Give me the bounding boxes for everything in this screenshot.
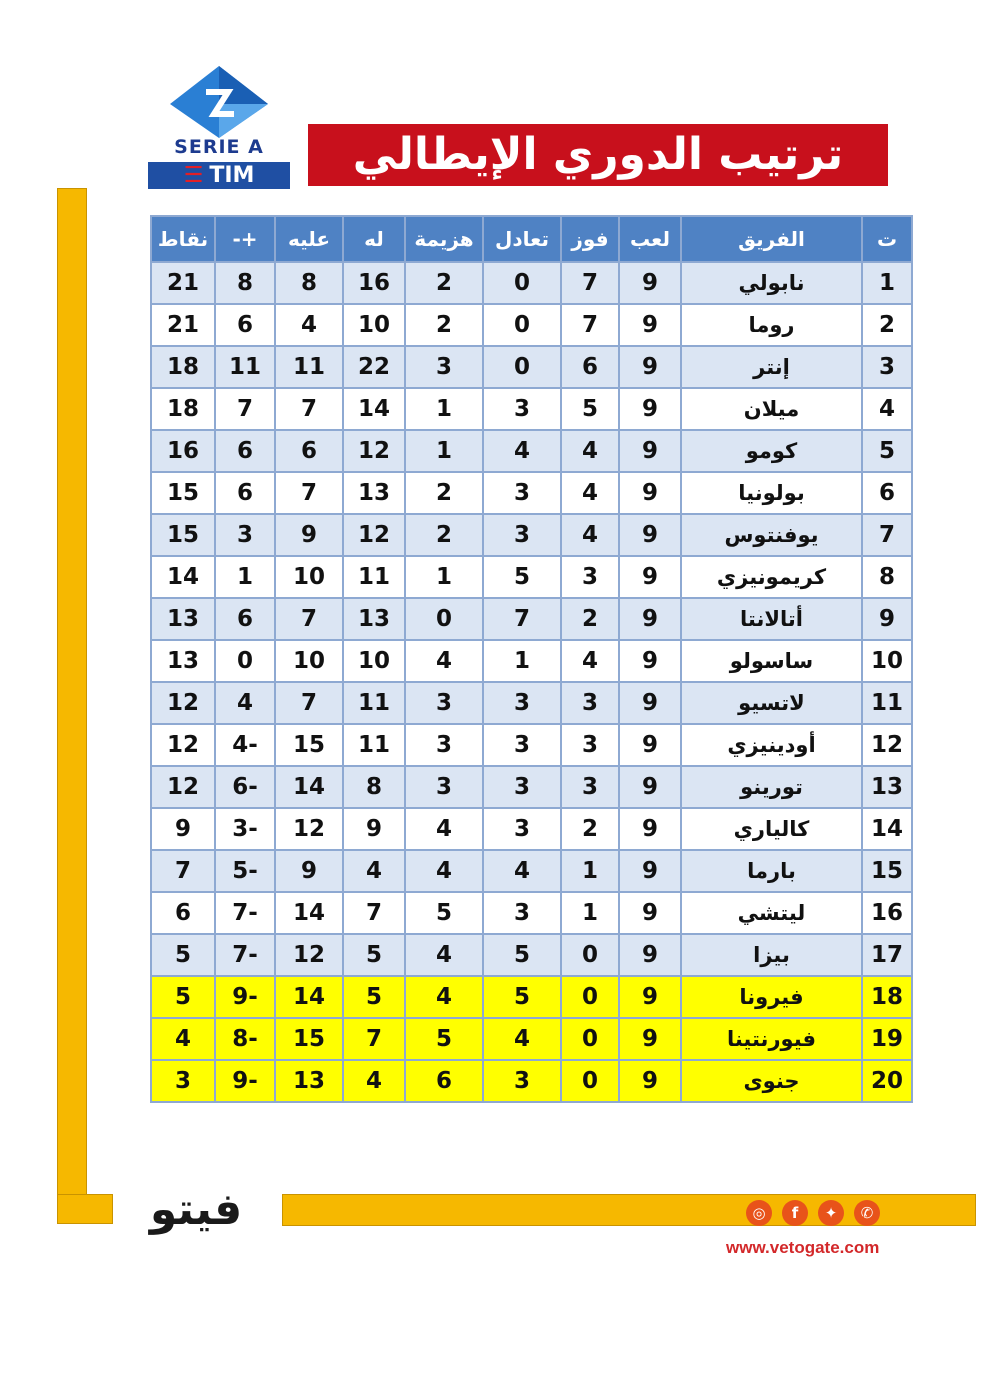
cell-won: 3 <box>561 556 619 598</box>
cell-goal-difference: 11 <box>215 346 275 388</box>
cell-goal-difference: 6 <box>215 430 275 472</box>
table-row <box>151 976 912 1018</box>
cell-points: 15 <box>151 514 215 556</box>
cell-drawn: 3 <box>483 808 561 850</box>
cell-team: كومو <box>681 430 862 472</box>
cell-rank: 11 <box>862 682 912 724</box>
table-row <box>151 346 912 388</box>
cell-rank: 6 <box>862 472 912 514</box>
cell-team: ليتشي <box>681 892 862 934</box>
cell-goals-against: 13 <box>275 1060 343 1102</box>
cell-goals-for: 16 <box>343 262 405 304</box>
cell-played: 9 <box>619 430 681 472</box>
facebook-icon[interactable]: f <box>782 1200 808 1226</box>
table-row <box>151 892 912 934</box>
cell-played: 9 <box>619 640 681 682</box>
cell-goals-against: 15 <box>275 724 343 766</box>
cell-drawn: 3 <box>483 682 561 724</box>
veto-logo: فيتو <box>149 1184 243 1235</box>
cell-goal-difference: -5 <box>215 850 275 892</box>
cell-won: 7 <box>561 262 619 304</box>
cell-rank: 4 <box>862 388 912 430</box>
cell-rank: 7 <box>862 514 912 556</box>
cell-played: 9 <box>619 556 681 598</box>
cell-played: 9 <box>619 304 681 346</box>
serie-a-logo <box>148 62 290 190</box>
cell-played: 9 <box>619 766 681 808</box>
cell-won: 3 <box>561 724 619 766</box>
cell-rank: 1 <box>862 262 912 304</box>
cell-lost: 5 <box>405 1018 483 1060</box>
cell-goal-difference: 4 <box>215 682 275 724</box>
cell-points: 15 <box>151 472 215 514</box>
cell-points: 9 <box>151 808 215 850</box>
cell-points: 5 <box>151 934 215 976</box>
cell-goals-for: 12 <box>343 430 405 472</box>
cell-goal-difference: -6 <box>215 766 275 808</box>
cell-goals-for: 14 <box>343 388 405 430</box>
cell-points: 16 <box>151 430 215 472</box>
cell-points: 18 <box>151 346 215 388</box>
cell-drawn: 1 <box>483 640 561 682</box>
cell-goals-for: 4 <box>343 1060 405 1102</box>
cell-lost: 1 <box>405 430 483 472</box>
cell-goals-for: 11 <box>343 556 405 598</box>
cell-points: 13 <box>151 598 215 640</box>
cell-rank: 3 <box>862 346 912 388</box>
cell-points: 12 <box>151 724 215 766</box>
cell-points: 21 <box>151 262 215 304</box>
cell-rank: 10 <box>862 640 912 682</box>
cell-goals-against: 14 <box>275 976 343 1018</box>
cell-rank: 19 <box>862 1018 912 1060</box>
cell-team: تورينو <box>681 766 862 808</box>
cell-goals-for: 7 <box>343 1018 405 1060</box>
cell-lost: 4 <box>405 976 483 1018</box>
cell-team: فيرونا <box>681 976 862 1018</box>
twitter-icon[interactable]: ✦ <box>818 1200 844 1226</box>
standings-table <box>150 215 913 1103</box>
cell-lost: 2 <box>405 514 483 556</box>
cell-drawn: 5 <box>483 934 561 976</box>
table-header-row <box>151 216 912 262</box>
cell-lost: 3 <box>405 724 483 766</box>
cell-played: 9 <box>619 850 681 892</box>
table-row <box>151 472 912 514</box>
cell-goals-against: 14 <box>275 766 343 808</box>
cell-goal-difference: 6 <box>215 304 275 346</box>
cell-played: 9 <box>619 346 681 388</box>
cell-goals-against: 15 <box>275 1018 343 1060</box>
cell-points: 4 <box>151 1018 215 1060</box>
cell-won: 3 <box>561 682 619 724</box>
cell-goals-for: 13 <box>343 472 405 514</box>
cell-goals-for: 4 <box>343 850 405 892</box>
cell-played: 9 <box>619 1018 681 1060</box>
cell-team: بيزا <box>681 934 862 976</box>
cell-drawn: 4 <box>483 430 561 472</box>
cell-rank: 18 <box>862 976 912 1018</box>
cell-played: 9 <box>619 598 681 640</box>
cell-goals-against: 12 <box>275 808 343 850</box>
cell-lost: 2 <box>405 472 483 514</box>
cell-lost: 4 <box>405 934 483 976</box>
cell-goals-against: 10 <box>275 640 343 682</box>
cell-goals-for: 9 <box>343 808 405 850</box>
cell-goal-difference: -4 <box>215 724 275 766</box>
cell-won: 0 <box>561 976 619 1018</box>
cell-goals-for: 10 <box>343 304 405 346</box>
cell-drawn: 0 <box>483 262 561 304</box>
cell-won: 0 <box>561 1060 619 1102</box>
table-row <box>151 850 912 892</box>
cell-won: 4 <box>561 472 619 514</box>
tim-mark-icon: ☰ <box>183 163 204 188</box>
cell-won: 4 <box>561 430 619 472</box>
cell-goals-for: 8 <box>343 766 405 808</box>
cell-played: 9 <box>619 808 681 850</box>
cell-rank: 15 <box>862 850 912 892</box>
table-row <box>151 640 912 682</box>
cell-drawn: 7 <box>483 598 561 640</box>
header-points: نقاط <box>151 216 215 262</box>
cell-goal-difference: 7 <box>215 388 275 430</box>
cell-points: 5 <box>151 976 215 1018</box>
cell-won: 2 <box>561 598 619 640</box>
header-won: فوز <box>561 216 619 262</box>
cell-drawn: 5 <box>483 976 561 1018</box>
cell-team: ميلان <box>681 388 862 430</box>
cell-team: كريمونيزي <box>681 556 862 598</box>
table-row <box>151 1060 912 1102</box>
cell-won: 1 <box>561 892 619 934</box>
cell-lost: 4 <box>405 808 483 850</box>
cell-rank: 12 <box>862 724 912 766</box>
cell-goal-difference: 8 <box>215 262 275 304</box>
cell-team: كالياري <box>681 808 862 850</box>
cell-lost: 3 <box>405 682 483 724</box>
cell-goals-for: 7 <box>343 892 405 934</box>
cell-rank: 9 <box>862 598 912 640</box>
cell-lost: 1 <box>405 388 483 430</box>
table-row <box>151 430 912 472</box>
cell-drawn: 4 <box>483 850 561 892</box>
cell-points: 3 <box>151 1060 215 1102</box>
cell-goals-against: 4 <box>275 304 343 346</box>
cell-drawn: 3 <box>483 766 561 808</box>
header-lost: هزيمة <box>405 216 483 262</box>
cell-drawn: 0 <box>483 304 561 346</box>
whatsapp-icon[interactable]: ✆ <box>854 1200 880 1226</box>
cell-goals-for: 5 <box>343 976 405 1018</box>
cell-rank: 13 <box>862 766 912 808</box>
cell-played: 9 <box>619 682 681 724</box>
header-played: لعب <box>619 216 681 262</box>
table-row <box>151 388 912 430</box>
cell-team: نابولي <box>681 262 862 304</box>
cell-rank: 8 <box>862 556 912 598</box>
cell-goal-difference: -7 <box>215 934 275 976</box>
cell-lost: 1 <box>405 556 483 598</box>
cell-team: جنوى <box>681 1060 862 1102</box>
cell-goals-against: 9 <box>275 514 343 556</box>
cell-goals-against: 9 <box>275 850 343 892</box>
cell-goals-against: 7 <box>275 598 343 640</box>
cell-won: 6 <box>561 346 619 388</box>
cell-goal-difference: 1 <box>215 556 275 598</box>
cell-won: 5 <box>561 388 619 430</box>
table-row <box>151 514 912 556</box>
cell-rank: 14 <box>862 808 912 850</box>
cell-played: 9 <box>619 892 681 934</box>
cell-played: 9 <box>619 472 681 514</box>
cell-goal-difference: -9 <box>215 1060 275 1102</box>
cell-goal-difference: 0 <box>215 640 275 682</box>
frame-bottom-left-bar <box>57 1194 113 1224</box>
table-row <box>151 808 912 850</box>
cell-lost: 3 <box>405 346 483 388</box>
cell-goal-difference: 6 <box>215 472 275 514</box>
serie-a-text: SERIE A <box>174 136 264 158</box>
cell-drawn: 3 <box>483 472 561 514</box>
cell-played: 9 <box>619 514 681 556</box>
cell-rank: 17 <box>862 934 912 976</box>
cell-played: 9 <box>619 934 681 976</box>
cell-drawn: 4 <box>483 1018 561 1060</box>
cell-won: 0 <box>561 1018 619 1060</box>
table-row <box>151 262 912 304</box>
cell-goals-for: 5 <box>343 934 405 976</box>
cell-won: 3 <box>561 766 619 808</box>
cell-goals-for: 10 <box>343 640 405 682</box>
cell-played: 9 <box>619 1060 681 1102</box>
cell-lost: 2 <box>405 304 483 346</box>
cell-rank: 16 <box>862 892 912 934</box>
cell-played: 9 <box>619 724 681 766</box>
cell-goals-against: 6 <box>275 430 343 472</box>
table-row <box>151 598 912 640</box>
cell-goal-difference: -9 <box>215 976 275 1018</box>
cell-goal-difference: 3 <box>215 514 275 556</box>
cell-lost: 5 <box>405 892 483 934</box>
cell-goal-difference: -8 <box>215 1018 275 1060</box>
cell-won: 7 <box>561 304 619 346</box>
table-row <box>151 934 912 976</box>
cell-goals-for: 13 <box>343 598 405 640</box>
cell-goal-difference: 6 <box>215 598 275 640</box>
cell-goals-against: 8 <box>275 262 343 304</box>
tim-text: TIM <box>209 163 255 188</box>
cell-points: 6 <box>151 892 215 934</box>
cell-points: 14 <box>151 556 215 598</box>
cell-lost: 6 <box>405 1060 483 1102</box>
cell-won: 2 <box>561 808 619 850</box>
cell-goals-for: 11 <box>343 724 405 766</box>
instagram-icon[interactable]: ◎ <box>746 1200 772 1226</box>
social-icons <box>746 1200 886 1228</box>
cell-rank: 5 <box>862 430 912 472</box>
cell-rank: 20 <box>862 1060 912 1102</box>
cell-team: يوفنتوس <box>681 514 862 556</box>
cell-points: 12 <box>151 766 215 808</box>
cell-played: 9 <box>619 388 681 430</box>
serie-a-shield-icon <box>168 64 270 140</box>
cell-goals-against: 10 <box>275 556 343 598</box>
cell-drawn: 5 <box>483 556 561 598</box>
page-title: ترتيب الدوري الإيطالي <box>308 124 888 186</box>
cell-points: 12 <box>151 682 215 724</box>
table-row <box>151 724 912 766</box>
cell-points: 18 <box>151 388 215 430</box>
cell-team: بولونيا <box>681 472 862 514</box>
cell-won: 4 <box>561 514 619 556</box>
cell-lost: 2 <box>405 262 483 304</box>
cell-goals-against: 12 <box>275 934 343 976</box>
header-team: الفريق <box>681 216 862 262</box>
cell-goal-difference: -3 <box>215 808 275 850</box>
cell-lost: 3 <box>405 766 483 808</box>
cell-won: 1 <box>561 850 619 892</box>
header-rank: ت <box>862 216 912 262</box>
cell-drawn: 3 <box>483 724 561 766</box>
cell-goals-for: 11 <box>343 682 405 724</box>
cell-points: 13 <box>151 640 215 682</box>
cell-team: أتالانتا <box>681 598 862 640</box>
cell-drawn: 3 <box>483 1060 561 1102</box>
tim-sponsor-bar <box>148 162 290 189</box>
cell-points: 21 <box>151 304 215 346</box>
cell-goals-against: 7 <box>275 682 343 724</box>
cell-drawn: 3 <box>483 892 561 934</box>
cell-goals-against: 14 <box>275 892 343 934</box>
cell-goals-for: 12 <box>343 514 405 556</box>
cell-drawn: 0 <box>483 346 561 388</box>
cell-points: 7 <box>151 850 215 892</box>
cell-goals-against: 11 <box>275 346 343 388</box>
cell-goals-for: 22 <box>343 346 405 388</box>
frame-left-bar <box>57 188 87 1224</box>
cell-team: لاتسيو <box>681 682 862 724</box>
table-row <box>151 556 912 598</box>
cell-goals-against: 7 <box>275 472 343 514</box>
cell-drawn: 3 <box>483 514 561 556</box>
cell-team: إنتر <box>681 346 862 388</box>
cell-team: أودينيزي <box>681 724 862 766</box>
cell-team: ساسولو <box>681 640 862 682</box>
cell-lost: 0 <box>405 598 483 640</box>
table-row <box>151 1018 912 1060</box>
cell-drawn: 3 <box>483 388 561 430</box>
cell-rank: 2 <box>862 304 912 346</box>
cell-team: روما <box>681 304 862 346</box>
cell-goal-difference: -7 <box>215 892 275 934</box>
cell-played: 9 <box>619 262 681 304</box>
cell-goals-against: 7 <box>275 388 343 430</box>
cell-lost: 4 <box>405 640 483 682</box>
cell-won: 0 <box>561 934 619 976</box>
header-goals-against: عليه <box>275 216 343 262</box>
website-link[interactable]: www.vetogate.com <box>726 1238 880 1257</box>
header-goals-for: له <box>343 216 405 262</box>
cell-lost: 4 <box>405 850 483 892</box>
header-goal-difference: +- <box>215 216 275 262</box>
table-row <box>151 766 912 808</box>
cell-played: 9 <box>619 976 681 1018</box>
header-drawn: تعادل <box>483 216 561 262</box>
table-row <box>151 304 912 346</box>
cell-won: 4 <box>561 640 619 682</box>
cell-team: فيورنتينا <box>681 1018 862 1060</box>
table-row <box>151 682 912 724</box>
table-body <box>151 262 912 1102</box>
cell-team: بارما <box>681 850 862 892</box>
